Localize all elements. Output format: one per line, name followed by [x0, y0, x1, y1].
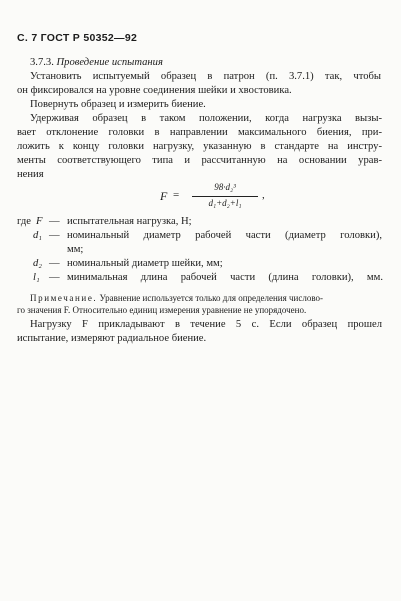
para1-line2: он фиксировался на уровне соединения шейки и хвостовика. [17, 85, 292, 96]
para4-line1: Нагрузку F прикладывают в течение 5 с. Если образец прошел [30, 319, 382, 330]
def-symbol-4: l₁ [33, 272, 40, 283]
section-title: Проведение испытания [56, 57, 163, 68]
para3-line1: Удерживая образец в таком положении, когда нагрузка вызы- [30, 113, 382, 124]
para1-line1: Установить испытуемый образец в патрон (п. 3.7.1) так, чтобы [30, 71, 381, 82]
def-dash-2: — [49, 230, 60, 241]
def-text-2: номинальный диаметр рабочей части (диаметр головки), [67, 230, 382, 241]
formula-lhs: F [160, 189, 168, 203]
def-text-1: испытательная нагрузка, Н; [67, 216, 192, 227]
def-text-3: номинальный диаметр шейки, мм; [67, 258, 223, 269]
def-dash-1: — [49, 216, 60, 227]
formula-equals: = [173, 189, 180, 201]
def-symbol-2: d₁ [33, 230, 42, 241]
def-dash-4: — [49, 272, 60, 283]
note-line1 [30, 292, 382, 304]
def-cont-2: мм; [67, 244, 84, 255]
para3-line4: менты соответствующего типа и рассчитанную на основании урав- [17, 155, 382, 166]
para3-line2: вает отклонение головки в направлении максимального биения, при- [17, 127, 382, 138]
note-label: Примечание. [30, 293, 98, 303]
formula-tail: , [262, 189, 265, 201]
para3-line5: нения [17, 169, 44, 180]
para2: Повернуть образец и измерить биение. [30, 99, 206, 110]
para3-line3: ложить к концу головки нагрузку, указанную в стандарте на инстру- [17, 141, 382, 152]
def-symbol-3: d₂ [33, 258, 42, 269]
fraction-bar [192, 196, 258, 197]
definitions-intro: где [17, 216, 31, 227]
section-heading [30, 56, 163, 70]
section-number: 3.7.3. [30, 57, 54, 68]
note-text1: Уравнение используется только для определения числово- [99, 293, 324, 303]
page-header: С. 7 ГОСТ Р 50352—92 [17, 32, 138, 44]
para4-line2: испытание, измеряют радиальное биение. [17, 333, 207, 344]
formula-denominator: d₁+d₂+l₁ [208, 198, 242, 208]
def-symbol-1: F [36, 216, 43, 227]
note-line2: го значения F. Относительно единиц измерения уравнение не упорядочено. [17, 305, 307, 315]
formula-numerator: 98·d₂³ [214, 182, 236, 192]
def-dash-3: — [49, 258, 60, 269]
formula-fraction [190, 182, 260, 212]
def-text-4: минимальная длина рабочей части (длина головки), мм. [67, 272, 383, 283]
